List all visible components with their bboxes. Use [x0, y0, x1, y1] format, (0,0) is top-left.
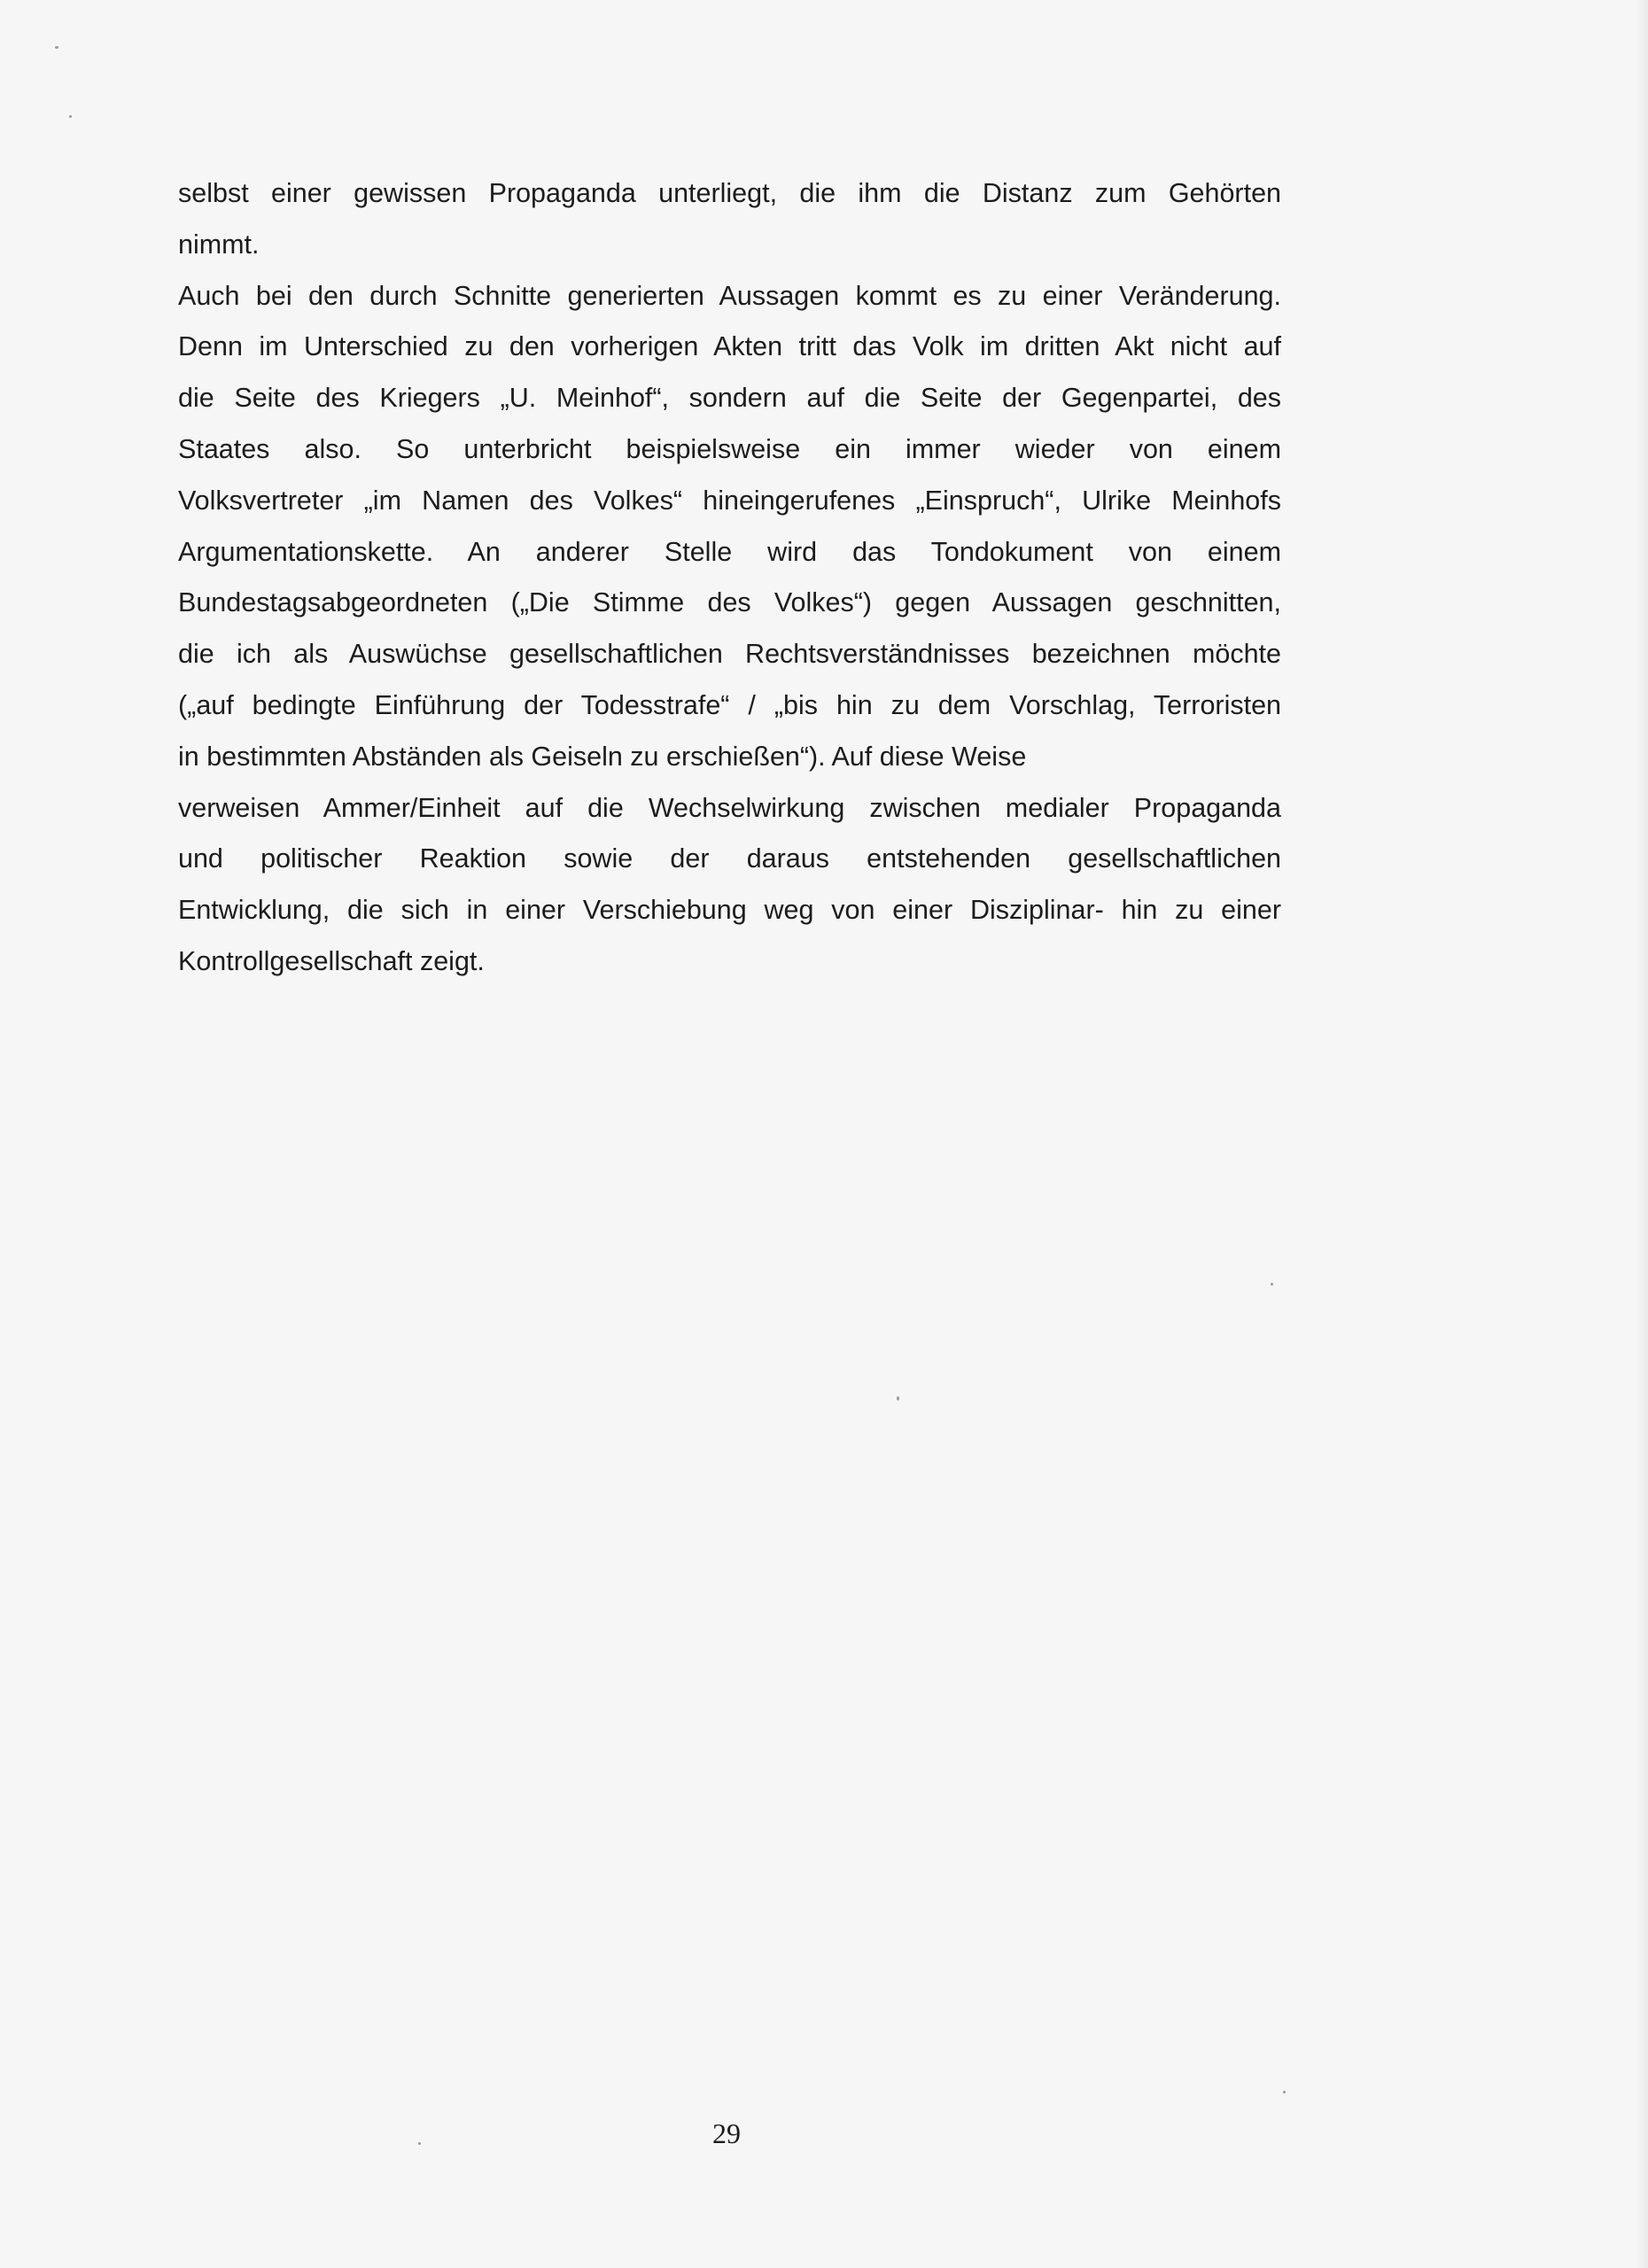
scan-speck [418, 2142, 421, 2145]
text-line: und politischer Reaktion sowie der daraus entstehenden gesellschaftlichen [178, 843, 1281, 874]
text-line: verweisen Ammer/Einheit auf die Wechselwirkung zwischen medialer Propaganda [178, 792, 1281, 823]
text-line: („auf bedingte Einführung der Todesstrafe“ / „bis hin zu dem Vorschlag, Terroristen [178, 689, 1281, 720]
text-line: nimmt. [178, 229, 260, 260]
scan-speck [55, 46, 58, 49]
text-line: Entwicklung, die sich in einer Verschiebung weg von einer Disziplinar- hin zu einer [178, 895, 1281, 926]
scan-speck [1283, 2091, 1286, 2093]
page-number: 29 [712, 2117, 741, 2149]
text-line: Kontrollgesellschaft zeigt. [178, 945, 485, 976]
text-line: Argumentationskette. An anderer Stelle wird das Tondokument von einem [178, 536, 1281, 567]
text-line: in bestimmten Abständen als Geiseln zu erschießen“). Auf diese Weise [178, 741, 1027, 772]
text-line: Bundestagsabgeordneten („Die Stimme des Volkes“) gegen Aussagen geschnitten, [178, 587, 1281, 618]
scan-speck [69, 115, 72, 118]
text-line: die ich als Auswüchse gesellschaftlichen Rechtsverständnisses bezeichnen möchte [178, 639, 1281, 670]
scan-speck [897, 1396, 899, 1401]
text-line: Volksvertreter „im Namen des Volkes“ hineingerufenes „Einspruch“, Ulrike Meinhofs [178, 485, 1281, 516]
text-line: Denn im Unterschied zu den vorherigen Akten tritt das Volk im dritten Akt nicht auf [178, 331, 1281, 362]
body-text [178, 168, 1281, 988]
scan-speck [1271, 1283, 1273, 1285]
text-line: selbst einer gewissen Propaganda unterliegt, die ihm die Distanz zum Gehörten [178, 178, 1281, 208]
text-line: Auch bei den durch Schnitte generierten Aussagen kommt es zu einer Veränderung. [178, 280, 1281, 311]
text-line: Staates also. So unterbricht beispielsweise ein immer wieder von einem [178, 433, 1281, 464]
text-line: die Seite des Kriegers „U. Meinhof“, sondern auf die Seite der Gegenpartei, des [178, 383, 1281, 414]
